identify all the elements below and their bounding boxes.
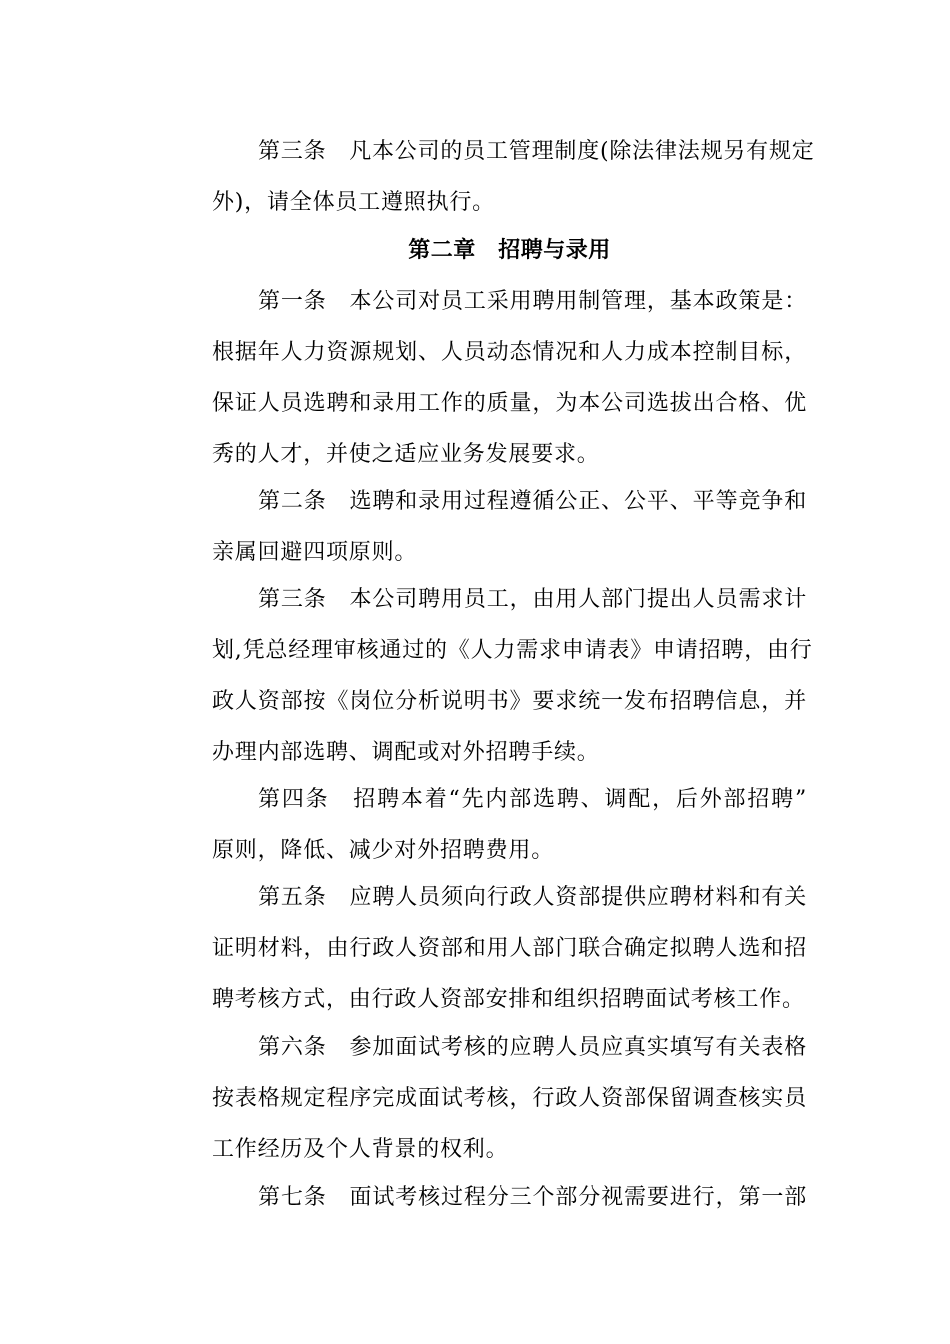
article-2 [212, 476, 807, 578]
article-1 [212, 276, 807, 480]
chapter-heading: 第二章 招聘与录用 [408, 238, 611, 263]
paragraph-line: 第二条 选聘和录用过程遵循公正、公平、平等竞争和 [258, 489, 807, 514]
paragraph-line: 证明材料，由行政人资部和用人部门联合确定拟聘人选和招 [212, 936, 807, 961]
paragraph-line: 第三条 本公司聘用员工，由用人部门提出人员需求计 [258, 587, 807, 612]
paragraph-line: 聘考核方式，由行政人资部安排和组织招聘面试考核工作。 [212, 987, 805, 1012]
article-6 [212, 1022, 807, 1175]
article-5 [212, 872, 807, 1025]
article-4 [212, 774, 807, 876]
paragraph-line: 划,凭总经理审核通过的《人力需求申请表》申请招聘，由行 [212, 638, 813, 663]
article-3 [212, 574, 813, 778]
paragraph-line: 秀的人才，并使之适应业务发展要求。 [212, 442, 600, 467]
paragraph-line: 办理内部选聘、调配或对外招聘手续。 [212, 740, 600, 765]
paragraph-line: 工作经历及个人背景的权利。 [212, 1137, 509, 1162]
paragraph-line: 亲属回避四项原则。 [212, 540, 418, 565]
paragraph-line: 政人资部按《岗位分析说明书》要求统一发布招聘信息，并 [212, 689, 807, 714]
paragraph-line: 原则，降低、减少对外招聘费用。 [212, 838, 555, 863]
paragraph-line: 第五条 应聘人员须向行政人资部提供应聘材料和有关 [258, 885, 807, 910]
paragraph-line: 第七条 面试考核过程分三个部分视需要进行，第一部 [258, 1185, 807, 1210]
paragraph-line: 按表格规定程序完成面试考核，行政人资部保留调查核实员 [212, 1086, 807, 1111]
paragraph-line: 第四条 招聘本着“先内部选聘、调配，后外部招聘” [258, 787, 807, 812]
article-3-intro [212, 126, 815, 228]
paragraph-line: 根据年人力资源规划、人员动态情况和人力成本控制目标， [212, 340, 807, 365]
paragraph-line: 保证人员选聘和录用工作的质量，为本公司选拔出合格、优 [212, 391, 807, 416]
paragraph-line: 第一条 本公司对员工采用聘用制管理，基本政策是： [258, 289, 807, 314]
paragraph-line: 第三条 凡本公司的员工管理制度(除法律法规另有规定 [258, 139, 815, 164]
paragraph-line: 外)，请全体员工遵照执行。 [212, 190, 495, 215]
paragraph-line: 第六条 参加面试考核的应聘人员应真实填写有关表格 [258, 1035, 807, 1060]
article-7 [212, 1172, 807, 1223]
